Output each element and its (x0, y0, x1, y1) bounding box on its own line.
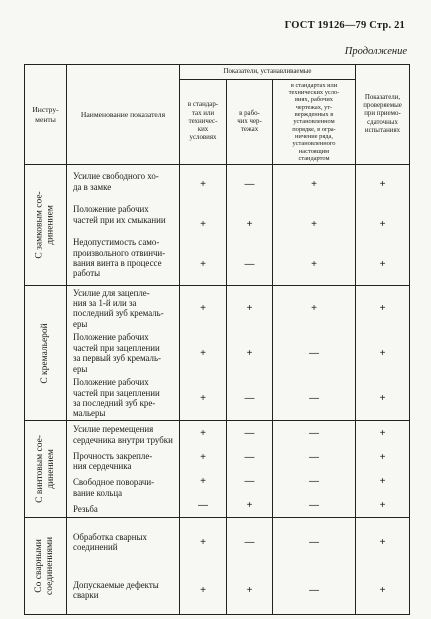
mark: — (309, 536, 319, 548)
header-indicator-name: Наименование показателя (67, 65, 180, 165)
mark: + (200, 427, 206, 439)
indicator-name: Положение рабочих частей при их смыкании (73, 204, 166, 225)
header-drawings: в рабо- чих чер- тежах (227, 80, 273, 165)
mark: + (379, 499, 386, 511)
mark: — (244, 179, 255, 191)
mark: + (246, 219, 253, 231)
mark: — (244, 392, 255, 404)
mark-column (227, 286, 273, 421)
header-standards: в стандар- тах или техничес- ких условиях (180, 80, 227, 165)
mark-column (273, 286, 356, 421)
mark-column (180, 286, 227, 421)
mark: + (379, 259, 386, 271)
indicator-names (67, 165, 180, 286)
mark-column (227, 421, 273, 518)
mark: — (309, 347, 319, 359)
mark: — (309, 451, 319, 463)
continuation-label: Продолжение (344, 46, 407, 57)
mark-column (180, 165, 227, 286)
mark: + (246, 302, 253, 314)
mark: — (309, 584, 319, 596)
indicator-name: Свободное поворачи- вание кольца (73, 477, 155, 498)
mark-column (356, 286, 410, 421)
mark: + (379, 347, 386, 359)
mark: — (309, 392, 319, 404)
mark-column (180, 518, 227, 615)
mark: + (379, 584, 386, 596)
mark: + (246, 347, 253, 359)
mark: — (309, 475, 319, 487)
mark: + (200, 451, 206, 463)
indicator-name: Усилие перемещения сердечника внутри трубки (73, 424, 173, 445)
mark: + (379, 219, 386, 231)
mark-column (356, 421, 410, 518)
mark: + (379, 302, 386, 314)
mark: + (379, 179, 386, 191)
page-header: ГОСТ 19126—79 Стр. 21 (284, 20, 405, 31)
header-acceptance: Показатели, проверяемые при приемо- сдаточных испытаниях (356, 65, 410, 165)
mark: — (244, 475, 255, 487)
mark: + (200, 584, 206, 596)
mark-column (273, 421, 356, 518)
mark: — (244, 259, 255, 271)
indicator-name: Допускаемые дефекты сварки (73, 579, 159, 601)
mark-column (273, 518, 356, 615)
tool-group-text: С винтовым сое- динением (34, 435, 56, 504)
mark: + (311, 219, 317, 231)
header-tools: Инстру- менты (25, 65, 67, 165)
mark: + (379, 475, 386, 487)
header-established: Показатели, устанавливаемые (180, 65, 356, 80)
tool-group-text: С замковым сое- динением (34, 191, 56, 259)
indicator-name: Обработка сварных соединений (73, 531, 147, 553)
mark: — (309, 427, 319, 439)
mark-column (273, 165, 356, 286)
mark-column (180, 421, 227, 518)
mark-column (227, 165, 273, 286)
mark: + (200, 347, 206, 359)
tool-group-label (25, 518, 67, 615)
mark: + (200, 536, 206, 548)
mark-column (356, 165, 410, 286)
mark: + (200, 392, 206, 404)
indicator-names (67, 518, 180, 615)
indicator-names (67, 286, 180, 421)
indicator-names (67, 421, 180, 518)
indicator-name: Усилие для зацепле- ния за 1-й или за последний зуб кремаль- еры (73, 287, 164, 329)
mark: + (379, 392, 386, 404)
indicator-table (24, 64, 410, 615)
indicator-name: Положение рабочих частей при зацеплении за первый зуб кремаль- еры (73, 332, 161, 374)
mark: + (200, 219, 206, 231)
mark: + (379, 536, 386, 548)
header-order: в стандартах или технических усло- виях, рабочих чертежах, ут- вержденных в установленном порядке, в огра- ничение ряда, установленного настоящим стандартом (273, 80, 356, 165)
mark: + (246, 499, 253, 511)
mark: — (198, 499, 208, 511)
mark: — (244, 536, 255, 548)
tool-group-label (25, 421, 67, 518)
mark: + (200, 259, 206, 271)
mark: + (200, 179, 206, 191)
mark-column (227, 518, 273, 615)
mark: — (309, 499, 319, 511)
mark: + (311, 259, 317, 271)
mark: + (311, 302, 317, 314)
mark: + (200, 475, 206, 487)
indicator-name: Резьба (73, 503, 98, 514)
indicator-name: Положение рабочих частей при зацеплении за последний зуб кре- мальеры (73, 377, 160, 419)
tool-group-text: С кремальерой (40, 322, 51, 384)
tool-group-label (25, 286, 67, 421)
mark: + (246, 584, 253, 596)
indicator-name: Усилие свободного хо- да в замке (73, 171, 159, 192)
indicator-name: Прочность закрепле- ния сердечника (73, 450, 153, 472)
mark: — (244, 427, 255, 439)
mark: — (244, 451, 255, 463)
mark: + (200, 302, 206, 314)
mark-column (356, 518, 410, 615)
indicator-name: Недопустимость само- произвольного отвинчи- вания винта в процессе работы (73, 237, 166, 279)
mark: + (379, 427, 386, 439)
tool-group-label (25, 165, 67, 286)
mark: + (379, 451, 386, 463)
tool-group-text: Со сварными соединениями (34, 537, 56, 596)
mark: + (311, 179, 317, 191)
